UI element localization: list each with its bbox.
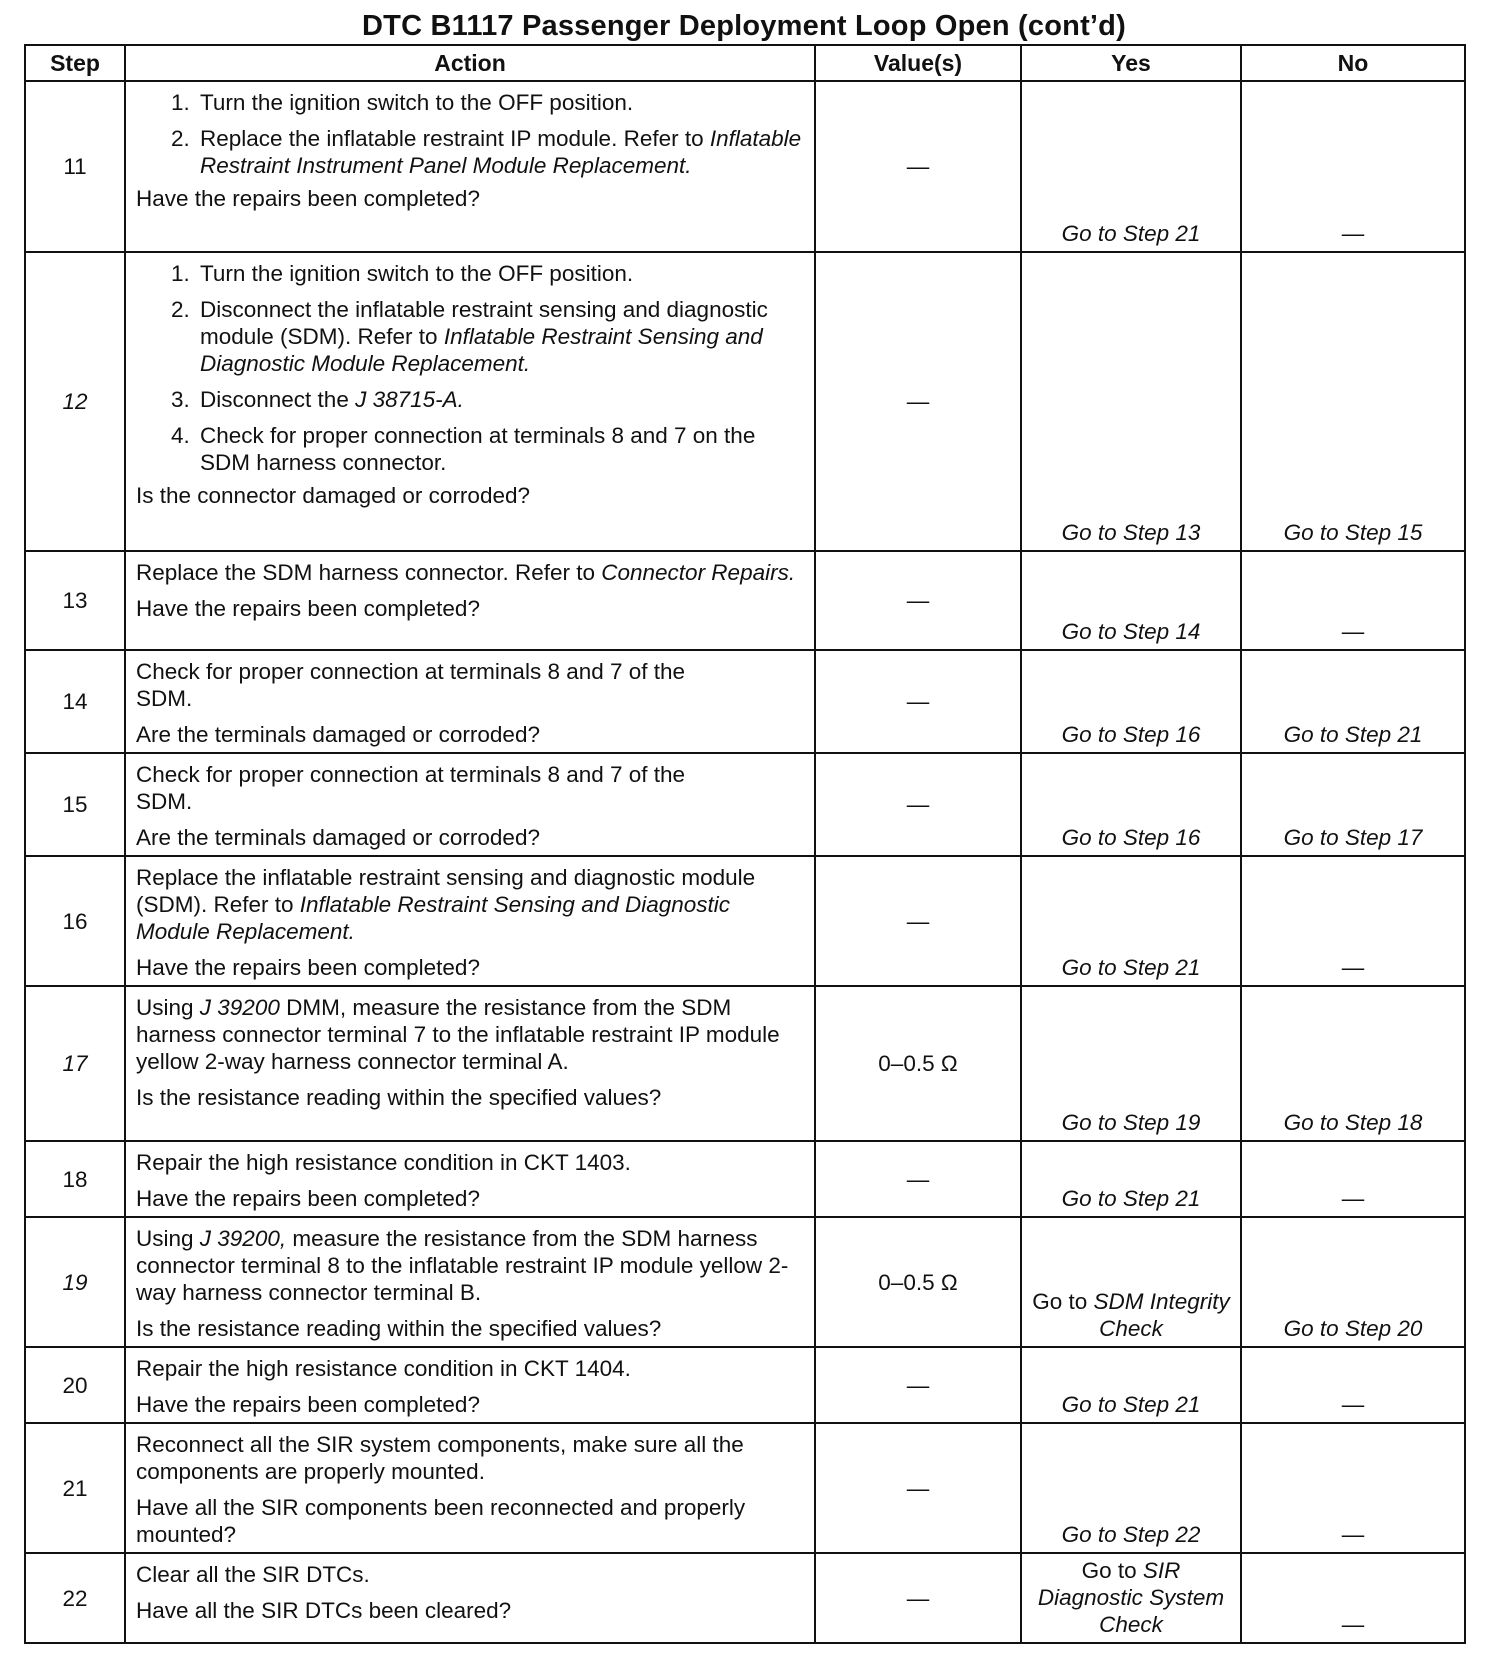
step-number: 11 <box>25 81 125 252</box>
list-item <box>196 422 806 476</box>
reference-text: Inflatable Restraint Sensing and Diagnostic Module Replacement. <box>136 892 731 944</box>
step-number: 22 <box>25 1553 125 1643</box>
list-item <box>196 296 806 377</box>
yes-cell: Go to Step 21 <box>1021 856 1241 986</box>
no-cell: Go to Step 15 <box>1241 252 1465 551</box>
action-text: measure the resistance from the SDM harness connector terminal 8 to the inflatable restraint IP module yellow 2-way harness connector terminal B. <box>136 1226 789 1305</box>
action-text: Disconnect the <box>200 387 356 412</box>
step-number: 15 <box>25 753 125 856</box>
header-no: No <box>1241 45 1465 81</box>
step-number: 19 <box>25 1217 125 1347</box>
no-cell: Go to Step 18 <box>1241 986 1465 1141</box>
action-text: Clear all the SIR DTCs. <box>136 1562 370 1587</box>
value-cell: — <box>815 1423 1021 1553</box>
no-cell: Go to Step 21 <box>1241 650 1465 753</box>
action-text: Replace the inflatable restraint IP module. Refer to <box>200 126 710 151</box>
table-row <box>25 986 1465 1141</box>
table-row <box>25 551 1465 650</box>
action-text: Turn the ignition switch to the OFF position. <box>200 261 634 286</box>
action-paragraph <box>136 1225 806 1306</box>
yes-cell: Go to Step 21 <box>1021 81 1241 252</box>
question-text: Have the repairs been completed? <box>136 955 480 980</box>
value-cell: — <box>815 856 1021 986</box>
table-row <box>25 1553 1465 1643</box>
reference-text: Connector Repairs. <box>601 560 796 585</box>
step-number: 21 <box>25 1423 125 1553</box>
action-cell <box>125 1553 815 1643</box>
list-item <box>196 125 806 179</box>
action-text: Replace the SDM harness connector. Refer to <box>136 560 602 585</box>
action-paragraph <box>136 559 806 586</box>
table-row <box>25 1347 1465 1423</box>
action-text: Using <box>136 1226 200 1251</box>
no-cell: Go to Step 20 <box>1241 1217 1465 1347</box>
value-cell: 0–0.5 Ω <box>815 986 1021 1141</box>
action-text: Check for proper connection at terminals 8 and 7 on the SDM harness connector. <box>200 423 756 475</box>
step-number: 16 <box>25 856 125 986</box>
question-text: Is the connector damaged or corroded? <box>136 483 530 508</box>
value-cell: — <box>815 753 1021 856</box>
question-text: Is the resistance reading within the specified values? <box>136 1316 662 1341</box>
yes-cell: Go to Step 14 <box>1021 551 1241 650</box>
tool-reference: J 39200, <box>199 1226 287 1251</box>
yes-text: Go to <box>1032 1289 1094 1314</box>
yes-cell: Go to Step 16 <box>1021 650 1241 753</box>
header-values: Value(s) <box>815 45 1021 81</box>
action-text: Turn the ignition switch to the OFF position. <box>200 90 634 115</box>
table-header-row <box>25 45 1465 81</box>
header-yes: Yes <box>1021 45 1241 81</box>
action-cell <box>125 650 815 753</box>
action-cell <box>125 1423 815 1553</box>
value-cell: — <box>815 1553 1021 1643</box>
no-cell: — <box>1241 1347 1465 1423</box>
diagnostic-table <box>24 44 1466 1644</box>
action-list <box>136 260 806 476</box>
yes-reference: SDM Integrity Check <box>1093 1289 1230 1341</box>
question-text: Is the resistance reading within the specified values? <box>136 1085 662 1110</box>
table-row <box>25 856 1465 986</box>
action-text: Check for proper connection at terminals 8 and 7 of the SDM. <box>136 762 686 814</box>
question-text: Have all the SIR DTCs been cleared? <box>136 1598 512 1623</box>
action-cell <box>125 753 815 856</box>
yes-cell: Go to Step 22 <box>1021 1423 1241 1553</box>
yes-cell: Go to Step 21 <box>1021 1141 1241 1217</box>
value-cell: — <box>815 81 1021 252</box>
action-cell <box>125 81 815 252</box>
page-title: DTC B1117 Passenger Deployment Loop Open (cont’d) <box>362 10 1126 42</box>
question-text: Are the terminals damaged or corroded? <box>136 722 540 747</box>
question-text: Are the terminals damaged or corroded? <box>136 825 540 850</box>
table-row <box>25 753 1465 856</box>
yes-cell: Go to Step 16 <box>1021 753 1241 856</box>
step-number: 17 <box>25 986 125 1141</box>
action-cell <box>125 252 815 551</box>
action-paragraph <box>136 994 806 1075</box>
step-number: 12 <box>25 252 125 551</box>
list-item <box>196 89 806 116</box>
action-text: Check for proper connection at terminals 8 and 7 of the SDM. <box>136 659 686 711</box>
yes-reference: SIR Diagnostic System Check <box>1037 1557 1225 1637</box>
no-cell: — <box>1241 551 1465 650</box>
action-text: Replace the inflatable restraint sensing and diagnostic module (SDM). Refer to <box>136 865 756 917</box>
action-text: Disconnect the inflatable restraint sensing and diagnostic module (SDM). Refer to <box>200 297 768 349</box>
step-number: 20 <box>25 1347 125 1423</box>
reference-text: Inflatable Restraint Sensing and Diagnostic Module Replacement. <box>200 324 763 376</box>
step-number: 14 <box>25 650 125 753</box>
step-number: 13 <box>25 551 125 650</box>
action-cell <box>125 986 815 1141</box>
yes-cell <box>1021 1217 1241 1347</box>
value-cell: — <box>815 252 1021 551</box>
no-cell: — <box>1241 1141 1465 1217</box>
action-cell <box>125 1217 815 1347</box>
action-text: Repair the high resistance condition in CKT 1403. <box>136 1150 631 1175</box>
table-row <box>25 252 1465 551</box>
question-text: Have the repairs been completed? <box>136 596 480 621</box>
header-step: Step <box>25 45 125 81</box>
action-text: DMM, measure the resistance from the SDM harness connector terminal 7 to the inflatable restraint IP module yellow 2-way harness connector terminal A. <box>136 995 780 1074</box>
table-row <box>25 1141 1465 1217</box>
header-action: Action <box>125 45 815 81</box>
action-cell <box>125 551 815 650</box>
question-text: Have the repairs been completed? <box>136 186 480 211</box>
action-list <box>136 89 806 179</box>
action-paragraph <box>136 864 806 945</box>
yes-cell: Go to Step 21 <box>1021 1347 1241 1423</box>
no-cell: Go to Step 17 <box>1241 753 1465 856</box>
yes-cell <box>1021 1553 1241 1643</box>
reference-text: Inflatable Restraint Instrument Panel Module Replacement. <box>200 126 802 178</box>
question-text: Have the repairs been completed? <box>136 1392 480 1417</box>
yes-cell: Go to Step 13 <box>1021 252 1241 551</box>
value-cell: — <box>815 551 1021 650</box>
value-cell: 0–0.5 Ω <box>815 1217 1021 1347</box>
value-cell: — <box>815 650 1021 753</box>
yes-text: Go to <box>1081 1557 1143 1583</box>
action-cell <box>125 1347 815 1423</box>
no-cell: — <box>1241 856 1465 986</box>
tool-reference: J 39200 <box>199 995 280 1020</box>
action-text: Repair the high resistance condition in CKT 1404. <box>136 1356 631 1381</box>
action-text: Reconnect all the SIR system components, make sure all the components are properly mounted. <box>136 1432 744 1484</box>
question-text: Have the repairs been completed? <box>136 1186 480 1211</box>
no-cell: — <box>1241 1423 1465 1553</box>
table-row <box>25 650 1465 753</box>
action-cell <box>125 1141 815 1217</box>
no-cell: — <box>1241 1553 1465 1643</box>
yes-cell: Go to Step 19 <box>1021 986 1241 1141</box>
list-item <box>196 386 806 413</box>
table-row <box>25 1217 1465 1347</box>
table-row <box>25 1423 1465 1553</box>
no-cell: — <box>1241 81 1465 252</box>
action-cell <box>125 856 815 986</box>
value-cell: — <box>815 1347 1021 1423</box>
step-number: 18 <box>25 1141 125 1217</box>
table-row <box>25 81 1465 252</box>
action-text: Using <box>136 995 200 1020</box>
value-cell: — <box>815 1141 1021 1217</box>
question-text: Have all the SIR components been reconnected and properly mounted? <box>136 1495 746 1547</box>
list-item <box>196 260 806 287</box>
tool-reference: J 38715-A. <box>355 387 464 412</box>
